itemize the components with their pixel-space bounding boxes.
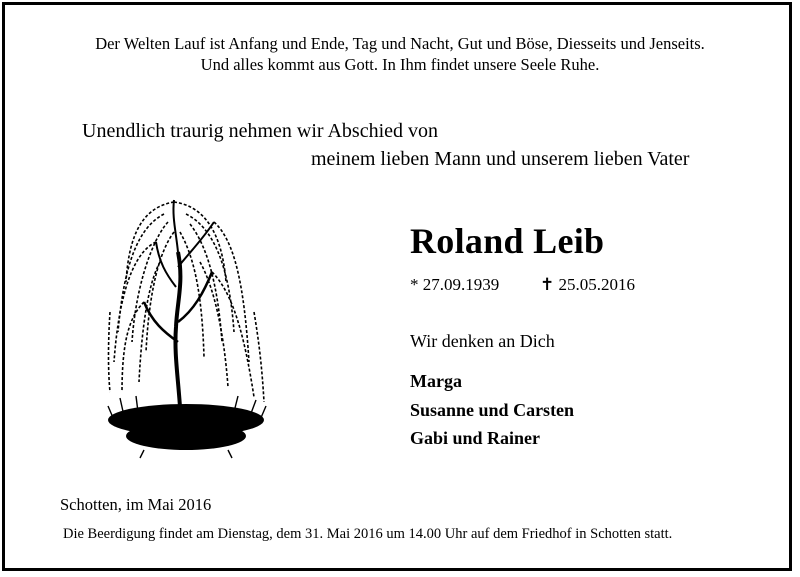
motto-line-2: Und alles kommt aus Gott. In Ihm findet unsere Seele Ruhe. <box>200 55 600 74</box>
funeral-info: Die Beerdigung findet am Dienstag, dem 31. Mai 2016 um 14.00 Uhr auf dem Friedhof in Schotten statt. <box>63 526 673 542</box>
intro-line-1: Unendlich traurig nehmen wir Abschied von <box>82 120 439 142</box>
family-member: Marga <box>410 371 462 391</box>
motto <box>0 33 800 75</box>
intro-line-2: meinem lieben Mann und unserem lieben Vater <box>311 148 690 170</box>
weeping-willow-icon <box>104 192 269 460</box>
family-member: Susanne und Carsten <box>410 399 575 420</box>
place-date: Schotten, im Mai 2016 <box>60 495 212 514</box>
birth-date: * 27.09.1939 <box>410 275 500 294</box>
family-member: Gabi und Rainer <box>410 428 541 448</box>
motto-line-1: Der Welten Lauf ist Anfang und Ende, Tag und Nacht, Gut und Böse, Diesseits und Jenseits. <box>95 34 705 53</box>
remember-text: Wir denken an Dich <box>410 331 555 351</box>
family-list <box>410 367 574 453</box>
death-date: ✝ 25.05.2016 <box>540 275 635 294</box>
deceased-name: Roland Leib <box>410 221 605 261</box>
